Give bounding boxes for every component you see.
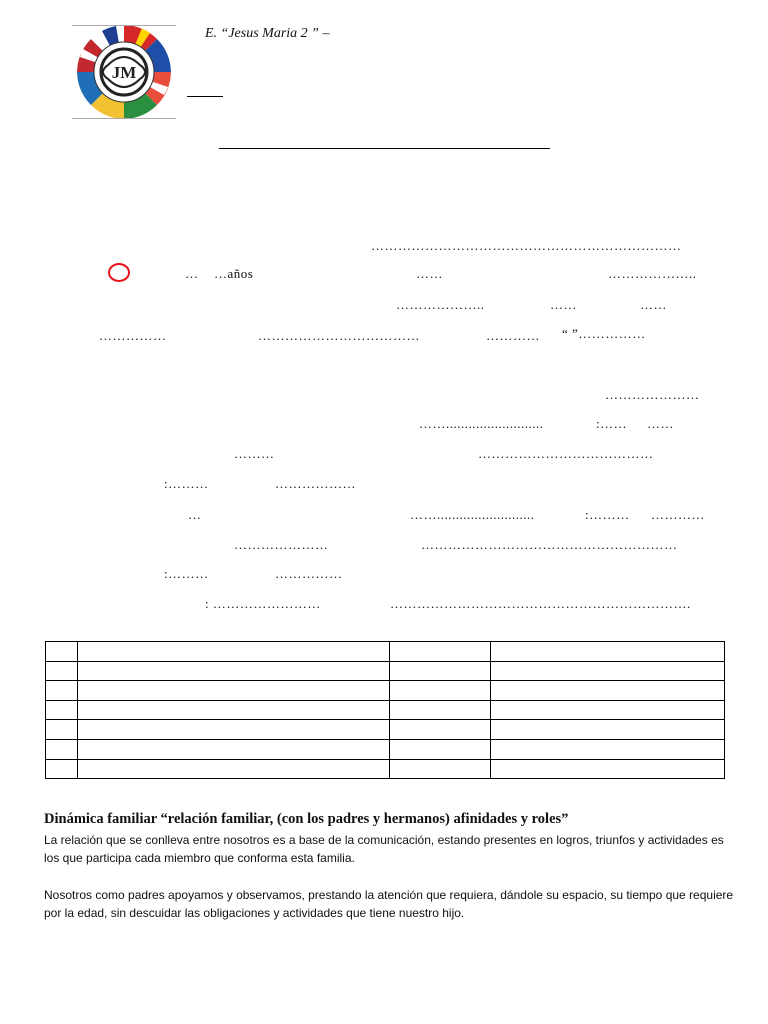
- table-cell: [390, 681, 491, 701]
- field-line-4-c: …………: [486, 328, 540, 343]
- table-cell: [491, 759, 725, 779]
- table-cell: [46, 681, 78, 701]
- table-cell: [390, 720, 491, 740]
- table-cell: [46, 739, 78, 759]
- table-cell: [78, 700, 390, 720]
- field-line-11-b: ……………: [275, 566, 343, 581]
- table-cell: [46, 720, 78, 740]
- table-cell: [491, 642, 725, 662]
- red-circle-mark: [108, 263, 130, 282]
- table-cell: [390, 759, 491, 779]
- table-cell: [390, 661, 491, 681]
- table-cell: [78, 661, 390, 681]
- table-cell: [390, 739, 491, 759]
- field-line-8-a: :………: [164, 476, 209, 491]
- field-line-9-c: :………: [585, 507, 630, 522]
- logo-bottom-rule: [72, 118, 176, 119]
- field-line-6-a: ……..........................: [419, 416, 544, 431]
- field-line-7-b: …………………………………: [478, 446, 654, 461]
- section-heading: Dinámica familiar “relación familiar, (con los padres y hermanos) afinidades y roles”: [44, 811, 569, 827]
- field-line-1: ……………………………………………………………: [371, 238, 682, 253]
- field-line-2-d: ………………..: [608, 266, 697, 281]
- field-line-12-a: : ……………………: [205, 596, 321, 611]
- field-line-10-b: …………………………………………………: [421, 537, 678, 552]
- table-cell: [491, 739, 725, 759]
- field-line-6-b: :……: [596, 416, 628, 431]
- field-line-12-b: ………………………………………………………….: [390, 596, 691, 611]
- table-cell: [46, 642, 78, 662]
- table-cell: [390, 700, 491, 720]
- field-line-3-a: ………………..: [396, 297, 485, 312]
- table-row: [46, 739, 725, 759]
- table-cell: [78, 759, 390, 779]
- school-name: E. “Jesus Maria 2 ” –: [205, 26, 330, 41]
- field-line-4-a: ……………: [99, 328, 167, 343]
- field-line-7-a: ………: [234, 446, 275, 461]
- table-row: [46, 661, 725, 681]
- field-line-3-c: ……: [640, 297, 667, 312]
- title-underline: [219, 148, 550, 149]
- table-cell: [491, 720, 725, 740]
- paragraph-parents: Nosotros como padres apoyamos y observamos, prestando la atención que requiera, dándole su espacio, su tiempo que requiere por la edad, sin descuidar las obligaciones y actividades que tiene nuestro hijo.: [44, 888, 734, 920]
- field-line-9-a: …: [188, 507, 202, 522]
- table-cell: [78, 739, 390, 759]
- header-short-rule: [187, 96, 223, 97]
- field-line-8-b: ………………: [275, 476, 356, 491]
- age-field: …años: [214, 266, 254, 281]
- table-cell: [78, 642, 390, 662]
- field-line-9-d: …………: [651, 507, 705, 522]
- school-crest-icon: [72, 25, 176, 119]
- field-line-9-b: ……..........................: [410, 507, 535, 522]
- family-table: [45, 641, 725, 779]
- paragraph-relationship: La relación que se conlleva entre nosotros es a base de la comunicación, estando presentes en logros, triunfos y actividades es los que participa cada miembro que conforma esta familia.: [44, 833, 724, 865]
- table-cell: [491, 661, 725, 681]
- table-row: [46, 700, 725, 720]
- field-line-4-d: “ ”……………: [562, 326, 646, 341]
- table-cell: [78, 720, 390, 740]
- field-line-3-b: ……: [550, 297, 577, 312]
- table-cell: [46, 661, 78, 681]
- table-cell: [46, 700, 78, 720]
- table-cell: [491, 681, 725, 701]
- logo-top-rule: [72, 25, 176, 26]
- table-row: [46, 720, 725, 740]
- field-line-10-a: …………………: [234, 537, 329, 552]
- field-line-11-a: :………: [164, 566, 209, 581]
- field-line-6-c: ……: [647, 416, 674, 431]
- table-cell: [491, 700, 725, 720]
- school-logo: [72, 25, 176, 119]
- field-line-4-b: ………………………………: [258, 328, 420, 343]
- table-row: [46, 681, 725, 701]
- table-row: [46, 642, 725, 662]
- table-cell: [390, 642, 491, 662]
- table-cell: [46, 759, 78, 779]
- field-line-5: …………………: [605, 387, 700, 402]
- field-line-2-c: ……: [416, 266, 443, 281]
- field-line-2-a: …: [185, 266, 199, 281]
- table-cell: [78, 681, 390, 701]
- svg-text:JM: JM: [111, 63, 137, 82]
- table-row: [46, 759, 725, 779]
